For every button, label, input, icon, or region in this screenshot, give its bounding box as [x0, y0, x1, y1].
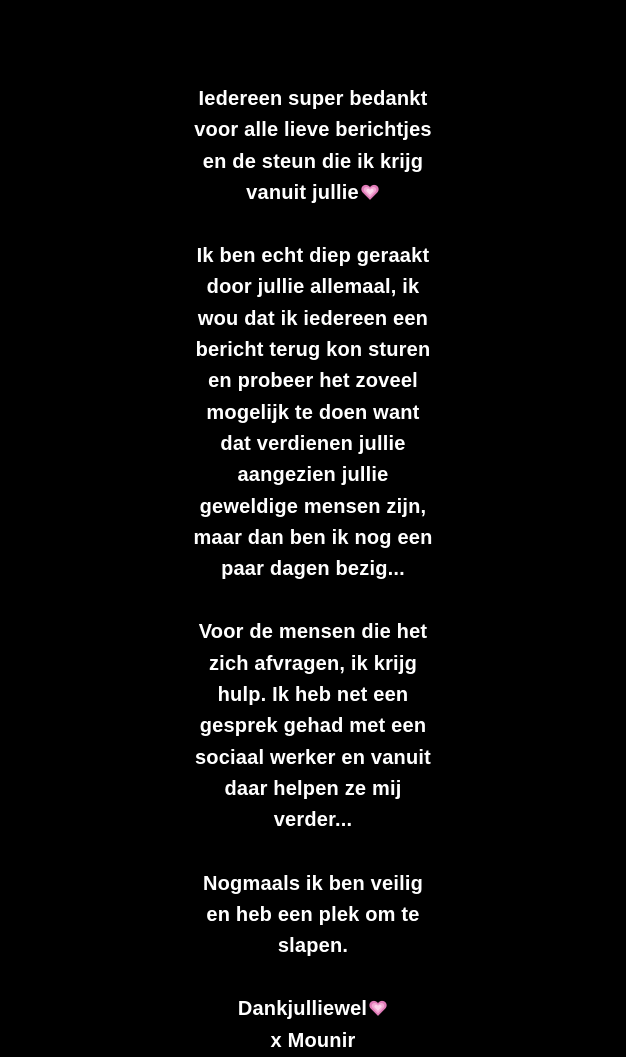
story-text	[0, 84, 626, 1057]
text-line: paar dagen bezig...	[221, 558, 405, 581]
text-line: slapen.	[277, 935, 349, 958]
text-line: bericht terug kon sturen	[195, 339, 431, 362]
text-line: Nogmaals ik ben veilig	[202, 872, 424, 895]
text-line: Voor de mensen die het	[198, 621, 428, 644]
text-line: aangezien jullie	[237, 464, 389, 487]
text-line-with-heart	[238, 994, 388, 1025]
text-line: verder...	[273, 809, 353, 832]
text-fragment: Dankjulliewel	[237, 998, 368, 1021]
growing-heart-icon	[368, 998, 388, 1018]
paragraph-signoff	[238, 994, 388, 1057]
paragraph-touched	[193, 241, 432, 585]
growing-heart-icon	[360, 182, 380, 202]
paragraph-thanks	[194, 84, 432, 209]
text-line: hulp. Ik heb net een	[217, 684, 409, 707]
text-line: Iedereen super bedankt	[198, 88, 428, 110]
text-line: Ik ben echt diep geraakt	[196, 245, 430, 268]
text-line: voor alle lieve berichtjes	[194, 119, 432, 142]
text-line: gesprek gehad met een	[199, 715, 427, 738]
text-fragment: vanuit jullie	[246, 181, 359, 204]
text-line: en probeer het zoveel	[208, 370, 418, 393]
text-line: maar dan ben ik nog een	[193, 526, 433, 549]
text-line: en de steun die ik krijg	[202, 150, 424, 173]
text-line: zich afvragen, ik krijg	[208, 652, 417, 675]
text-line: geweldige mensen zijn,	[199, 495, 427, 518]
paragraph-safe	[203, 869, 423, 963]
text-line: wou dat ik iedereen een	[197, 307, 429, 330]
text-line: en heb een plek om te	[206, 903, 420, 926]
text-line: dat verdienen jullie	[220, 432, 406, 455]
signature-line: x Mounir	[270, 1029, 356, 1052]
text-line: daar helpen ze mij	[224, 777, 402, 800]
text-line: mogelijk te doen want	[206, 401, 420, 424]
text-line: sociaal werker en vanuit	[194, 746, 432, 769]
text-line: door jullie allemaal, ik	[206, 276, 420, 299]
text-line-with-heart	[246, 178, 380, 209]
paragraph-help	[195, 617, 431, 836]
